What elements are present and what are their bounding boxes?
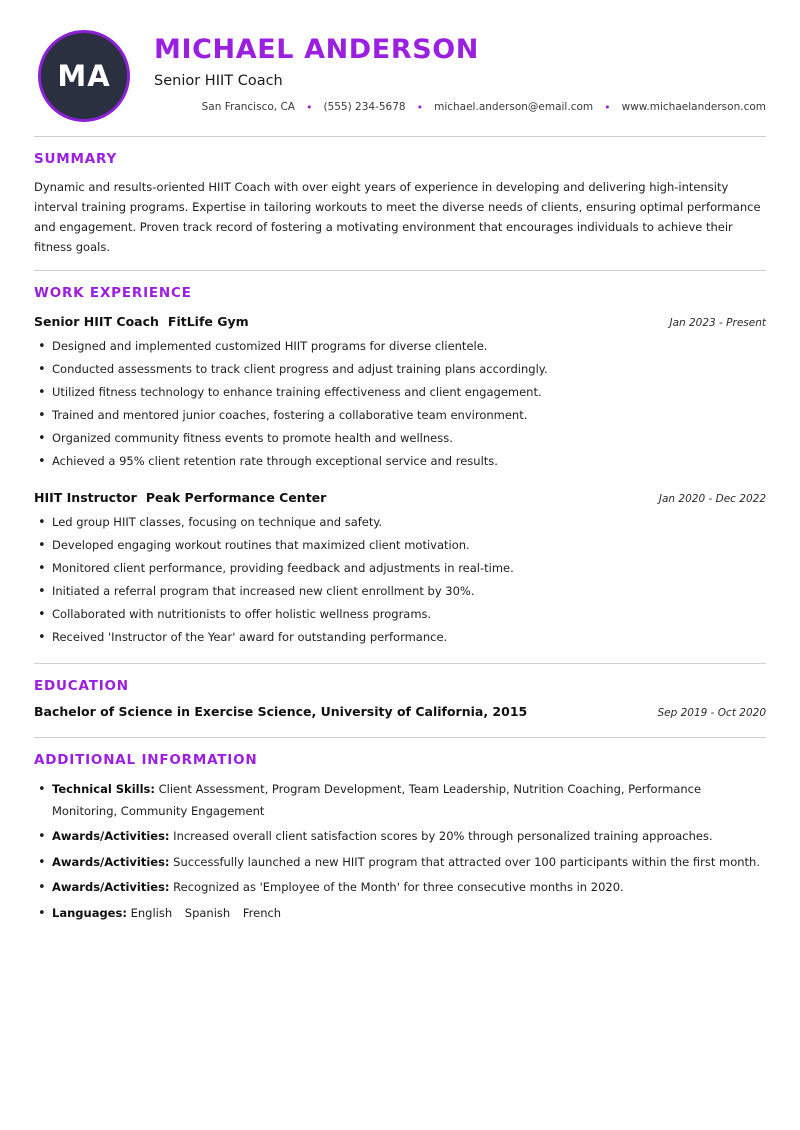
item-label: Awards/Activities: xyxy=(52,880,170,895)
avatar-container xyxy=(34,28,134,122)
contact-email[interactable]: michael.anderson@email.com xyxy=(434,101,594,114)
section-work-experience xyxy=(34,271,766,664)
job-entry xyxy=(34,487,766,649)
education-degree: Bachelor of Science in Exercise Science, University of California, 2015 xyxy=(34,703,528,719)
section-title-summary: SUMMARY xyxy=(34,151,118,167)
item-label: Awards/Activities: xyxy=(52,854,170,869)
language-item: Spanish xyxy=(184,905,231,920)
summary-text: Dynamic and results-oriented HIIT Coach with over eight years of experience in developing and delivering high-intensity interval training programs. Expertise in tailoring workouts to meet the diverse needs of clients, ensuring optimal performance and engagement. Proven track record of fostering a motivating environment that encourages individuals to achieve their fitness goals. xyxy=(34,180,761,255)
education-entry xyxy=(34,704,766,719)
list-item: • Monitored client performance, providing feedback and adjustments in real-time. xyxy=(34,557,766,580)
list-item xyxy=(34,825,766,847)
resume-header xyxy=(34,28,766,132)
job-entry xyxy=(34,311,766,473)
job-dates: Jan 2023 - Present xyxy=(669,316,766,329)
job-dates: Jan 2020 - Dec 2022 xyxy=(658,492,766,505)
contact-phone[interactable]: (555) 234-5678 xyxy=(323,101,406,114)
item-text: Recognized as 'Employee of the Month' for three consecutive months in 2020. xyxy=(173,880,624,895)
contact-location: San Francisco, CA xyxy=(201,101,295,114)
list-item: • Trained and mentored junior coaches, fostering a collaborative team environment. xyxy=(34,404,766,427)
section-additional-information xyxy=(34,738,766,925)
job-header xyxy=(34,487,766,506)
job-company: Peak Performance Center xyxy=(145,489,327,505)
item-label: Technical Skills: xyxy=(52,781,155,796)
list-item: • Conducted assessments to track client progress and adjust training plans accordingly. xyxy=(34,358,766,381)
list-item: • Designed and implemented customized HIIT programs for diverse clientele. xyxy=(34,335,766,358)
job-title-line xyxy=(34,311,249,330)
page-title: MICHAEL ANDERSON xyxy=(154,34,480,65)
header-job-title: Senior HIIT Coach xyxy=(154,73,283,90)
list-item: • Collaborated with nutritionists to offer holistic wellness programs. xyxy=(34,603,766,626)
job-title-line xyxy=(34,487,326,506)
header-text xyxy=(134,28,766,113)
job-bullet-list xyxy=(34,335,766,473)
job-role: Senior HIIT Coach xyxy=(34,313,159,329)
list-item: • Received 'Instructor of the Year' award for outstanding performance. xyxy=(34,626,766,649)
job-header xyxy=(34,311,766,330)
contact-separator-icon: • xyxy=(416,100,424,114)
list-item: • Initiated a referral program that increased new client enrollment by 30%. xyxy=(34,580,766,603)
item-text: Successfully launched a new HIIT program that attracted over 100 participants within the first month. xyxy=(173,854,760,869)
avatar: MA xyxy=(38,30,130,122)
list-item xyxy=(34,851,766,873)
contact-website[interactable]: www.michaelanderson.com xyxy=(621,101,766,114)
job-role: HIIT Instructor xyxy=(34,489,137,505)
job-bullet-list xyxy=(34,511,766,649)
job-company: FitLife Gym xyxy=(167,313,249,329)
item-text: Client Assessment, Program Development, Team Leadership, Nutrition Coaching, Performance Monitoring, Community Engagement xyxy=(52,781,702,818)
language-item: French xyxy=(242,905,282,920)
item-label: Awards/Activities: xyxy=(52,829,170,844)
section-title-additional-information: ADDITIONAL INFORMATION xyxy=(34,751,258,768)
language-item: English xyxy=(130,905,173,920)
list-item: • Utilized fitness technology to enhance training effectiveness and client engagement. xyxy=(34,381,766,404)
list-item xyxy=(34,778,766,823)
list-item: • Led group HIIT classes, focusing on technique and safety. xyxy=(34,511,766,534)
list-item: • Organized community fitness events to promote health and wellness. xyxy=(34,427,766,450)
contact-row xyxy=(154,101,766,113)
language-list xyxy=(131,906,291,920)
item-label: Languages: xyxy=(52,905,127,920)
list-item xyxy=(34,902,766,924)
list-item: • Achieved a 95% client retention rate through exceptional service and results. xyxy=(34,450,766,473)
list-item xyxy=(34,876,766,898)
section-title-work-experience: WORK EXPERIENCE xyxy=(34,284,192,301)
additional-info-list xyxy=(34,778,766,925)
section-summary xyxy=(34,137,766,271)
section-education xyxy=(34,664,766,738)
list-item: • Developed engaging workout routines that maximized client motivation. xyxy=(34,534,766,557)
education-dates: Sep 2019 - Oct 2020 xyxy=(657,706,766,719)
contact-separator-icon: • xyxy=(305,100,313,114)
section-title-education: EDUCATION xyxy=(34,677,129,694)
contact-separator-icon: • xyxy=(604,100,611,114)
item-text: Increased overall client satisfaction scores by 20% through personalized training approaches. xyxy=(173,829,713,844)
